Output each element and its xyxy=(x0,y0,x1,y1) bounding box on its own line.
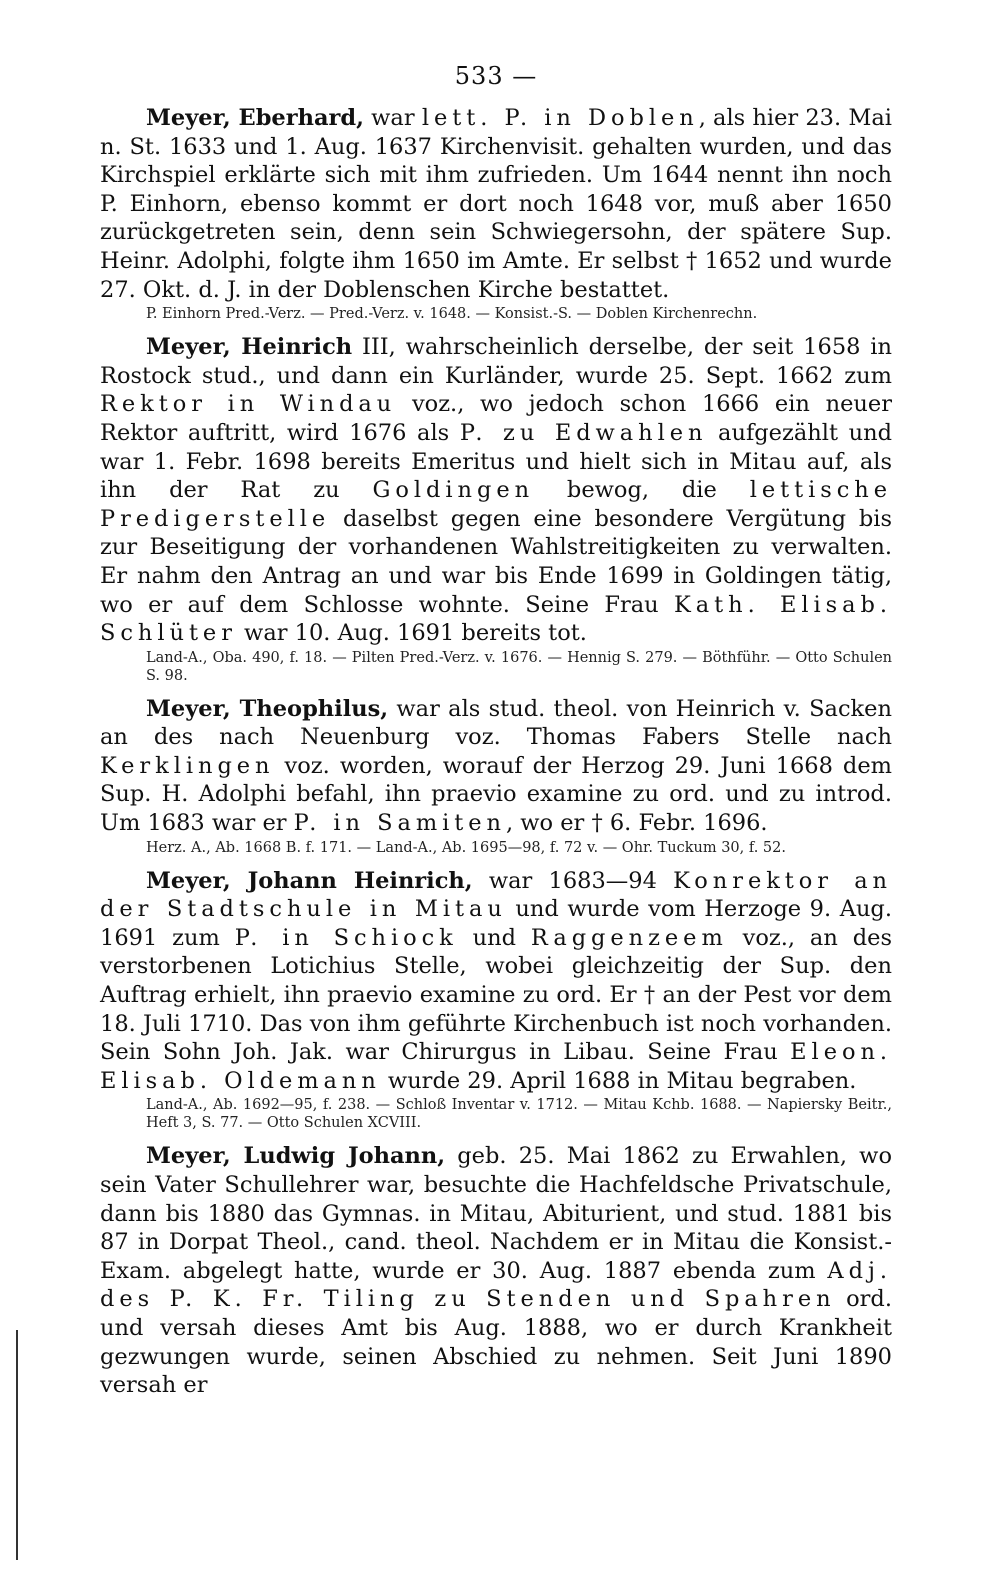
biography-entry xyxy=(100,1142,892,1399)
entry-heading: Meyer, Heinrich xyxy=(146,334,353,361)
entry-text xyxy=(100,333,892,648)
entry-heading: Meyer, Ludwig Johann, xyxy=(146,1143,446,1170)
text-segment: daselbst gegen eine besondere Vergütung bis zur Beseitigung der vorhandenen Wahlstreitigkeiten zu verwalten. Er nahm den Antrag an und war bis Ende 1699 in Goldingen tätig, wo er auf dem Schlosse wohnte. Seine Frau xyxy=(100,505,892,618)
text-segment: voz., wo jedoch schon 1666 ein neuer Rektor auftritt, wird 1676 als xyxy=(100,391,892,446)
biography-entry xyxy=(100,695,892,857)
text-segment: voz., an des verstorbenen Lotichius Stelle, wobei gleichzeitig der Sup. den Auftrag erhielt, ihn praevio examine zu ord. Er † an der Pest vor dem 18. Juli 1710. Das von ihm geführte Kirchenbuch ist noch vorhanden. Sein Sohn Joh. Jak. war Chirurgus in Libau. Seine Frau xyxy=(100,924,892,1066)
spaced-emphasis: lett. P. in Doblen xyxy=(421,105,699,131)
text-segment: , wo er † 6. Febr. 1696. xyxy=(505,810,768,837)
biography-entry xyxy=(100,333,892,685)
entry-text xyxy=(100,867,892,1096)
text-segment: war xyxy=(363,105,422,131)
spaced-emphasis: Rektor in Windau xyxy=(100,391,397,418)
text-segment: aufgezählt und war 1. Febr. 1698 bereits Emeritus und hielt sich in Mitau auf, als ihn der Rat zu xyxy=(100,419,892,504)
biography-entry xyxy=(100,104,892,323)
entry-references: Land-A., Ab. 1692—95, f. 238. — Schloß Inventar v. 1712. — Mitau Kchb. 1688. — Napiersky Beitr., Heft 3, S. 77. — Otto Schulen XCVIII. xyxy=(146,1097,892,1132)
text-segment: ord. und versah dieses Amt bis Aug. 1888, wo er durch Krankheit gezwungen wurde, seinen Abschied zu nehmen. Seit Juni 1890 versah er xyxy=(100,1286,892,1399)
text-segment: wurde 29. April 1688 in Mitau begraben. xyxy=(380,1067,857,1094)
spaced-emphasis: Raggenzeem xyxy=(530,924,728,951)
entry-heading: Meyer, Eberhard, xyxy=(146,105,364,131)
entries-list xyxy=(100,104,892,1400)
spaced-emphasis: P. in Samiten xyxy=(293,810,506,837)
spaced-emphasis: Kerklingen xyxy=(100,752,275,779)
page-number: 533 — xyxy=(454,62,538,90)
spaced-emphasis: Goldingen xyxy=(372,477,535,504)
spaced-emphasis: Konrektor an der Stadtschule in Mitau xyxy=(100,867,892,923)
text-segment: war als stud. theol. von Heinrich v. Sacken an des nach Neuenburg voz. Thomas Fabers Stelle nach xyxy=(100,695,892,751)
entry-references: Land-A., Oba. 490, f. 18. — Pilten Pred.-Verz. v. 1676. — Hennig S. 279. — Böthführ. — Otto Schulen S. 98. xyxy=(146,649,892,684)
text-segment: und xyxy=(457,924,531,951)
text-segment: voz. worden, worauf der Herzog 29. Juni 1668 dem Sup. H. Adolphi befahl, ihn praevio examine zu ord. und zu introd. Um 1683 war er xyxy=(100,752,892,837)
text-segment: geb. 25. Mai 1862 zu Erwahlen, wo sein Vater Schullehrer war, besuchte die Hachfeldsche Privatschule, dann bis 1880 das Gymnas. in Mitau, Abiturient, und stud. 1881 bis 87 in Dorpat Theol., cand. theol. Nachdem er in Mitau die Konsist.-Exam. abgelegt hatte, wurde er 30. Aug. 1887 ebenda zum xyxy=(100,1143,892,1284)
text-segment: war 1683—94 xyxy=(472,867,674,894)
entry-text xyxy=(100,104,892,304)
spaced-emphasis: P. in Schiock xyxy=(234,924,458,951)
text-segment: war 10. Aug. 1691 bereits tot. xyxy=(236,620,587,647)
spaced-emphasis: Eleon. Elisab. Oldemann xyxy=(100,1039,892,1094)
margin-rule xyxy=(16,1330,18,1560)
entry-references: P. Einhorn Pred.-Verz. — Pred.-Verz. v. 1648. — Konsist.-S. — Doblen Kirchenrechn. xyxy=(146,306,758,323)
spaced-emphasis: Adj. des P. K. Fr. Tiling zu Stenden und Spahren xyxy=(100,1257,892,1313)
entry-references: Herz. A., Ab. 1668 B. f. 171. — Land-A., Ab. 1695—98, f. 72 v. — Ohr. Tuckum 30, f. 52. xyxy=(146,839,786,856)
text-segment: bewog, die xyxy=(534,477,750,504)
biography-entry xyxy=(100,867,892,1133)
text-segment: , als hier 23. Mai n. St. 1633 und 1. Aug. 1637 Kirchenvisit. gehalten wurden, und das Kirchspiel erklärte sich mit ihm zufrieden. Um 1644 nennt ihn noch P. Einhorn, ebenso kommt er dort noch 1648 vor, muß aber 1650 zurückgetreten sein, denn sein Schwiegersohn, der spätere Sup. Heinr. Adolphi, folgte ihm 1650 im Amte. Er selbst † 1652 und wurde 27. Okt. d. J. in der Doblenschen Kirche bestattet. xyxy=(100,105,893,303)
text-segment: III, wahrscheinlich derselbe, der seit 1658 in Rostock stud., und dann ein Kurländer, wurde 25. Sept. 1662 zum xyxy=(100,334,892,389)
entry-text xyxy=(100,1142,892,1399)
entry-heading: Meyer, Johann Heinrich, xyxy=(146,867,473,894)
text-segment: und wurde vom Herzoge 9. Aug. 1691 zum xyxy=(100,896,892,951)
entry-heading: Meyer, Theophilus, xyxy=(146,695,389,722)
entry-text xyxy=(100,695,892,838)
spaced-emphasis: P. zu Edwahlen xyxy=(459,419,708,446)
document-page xyxy=(100,62,892,1410)
spaced-emphasis: Kath. Elisab. Schlüter xyxy=(100,591,893,647)
spaced-emphasis: lettische Predigerstelle xyxy=(100,477,892,532)
